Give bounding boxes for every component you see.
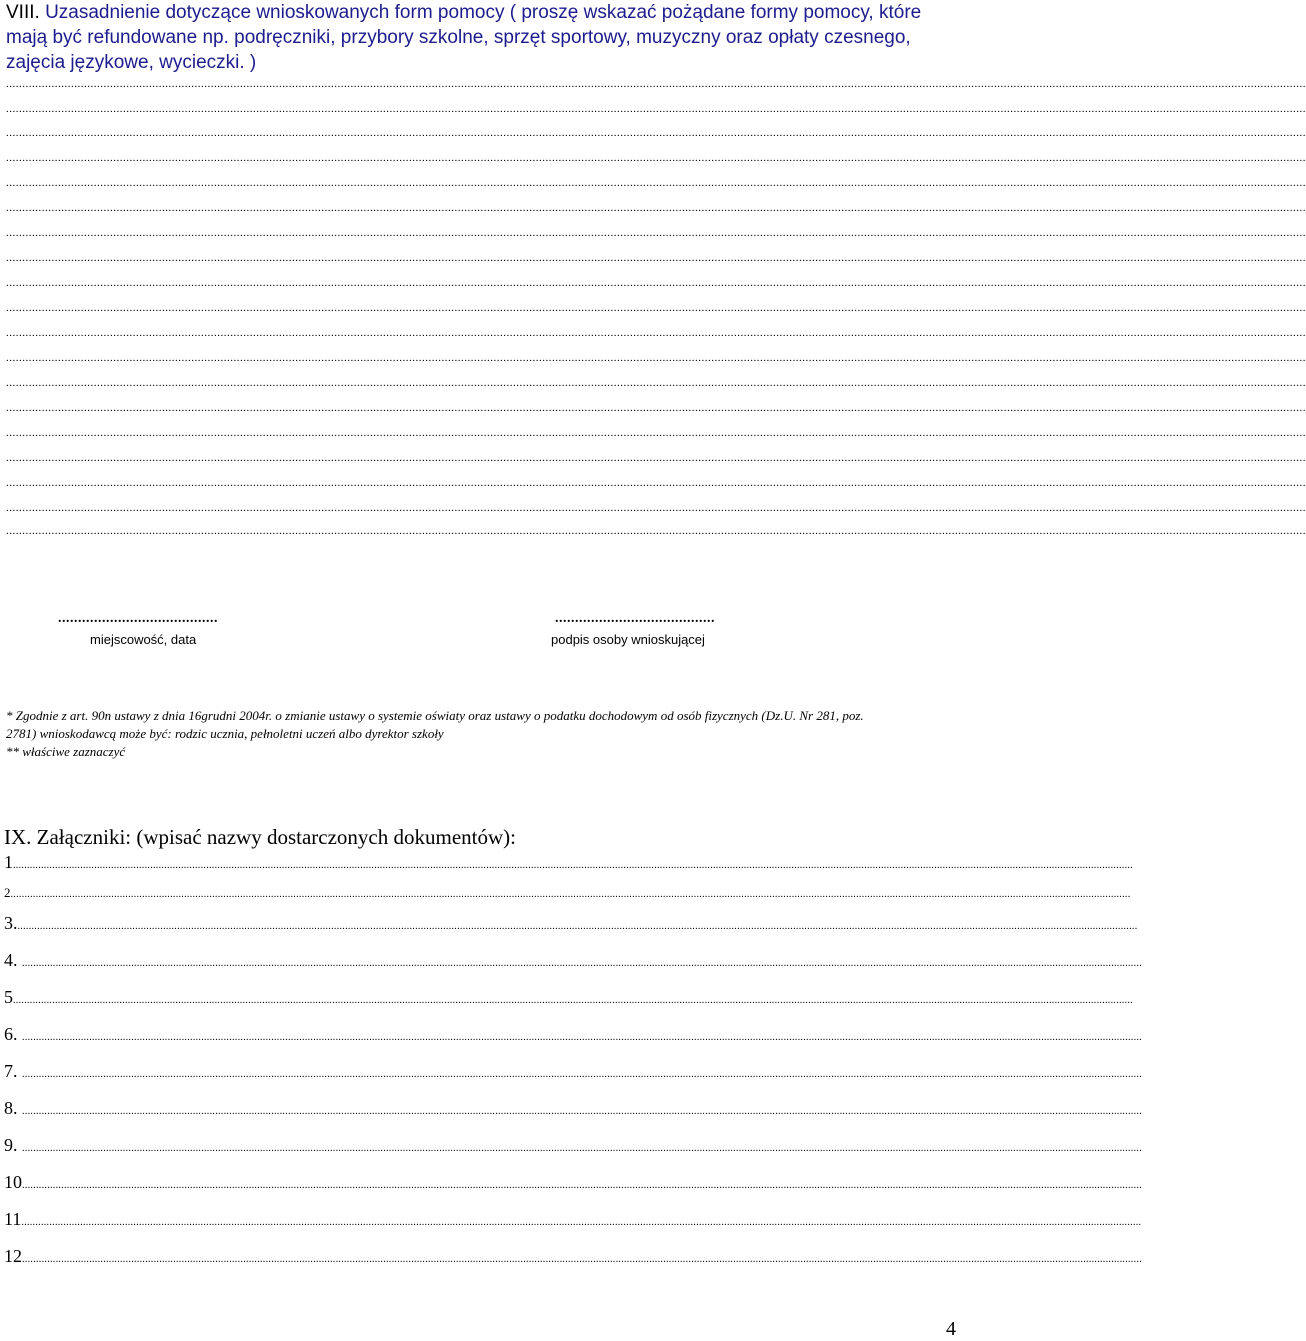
attachment-field[interactable]: ................................................................................................................................................................................................................................................................................................................................................................................................................ <box>21 1217 1142 1228</box>
attachment-number: 10 <box>4 1172 22 1192</box>
attachment-number: 5 <box>4 987 13 1007</box>
dotted-line[interactable]: ................................................................................................................................................................................................................................................................................................................................................................................................................ <box>6 202 1306 214</box>
attachment-row[interactable] <box>4 987 1133 1008</box>
dotted-line[interactable]: ................................................................................................................................................................................................................................................................................................................................................................................................................ <box>6 427 1306 439</box>
dotted-line[interactable]: ................................................................................................................................................................................................................................................................................................................................................................................................................ <box>6 78 1306 90</box>
section-8-text: Uzasadnienie dotyczące wnioskowanych form pomocy ( proszę wskazać pożądane formy pomocy, które mają być refundowane np. podręczniki, przybory szkolne, sprzęt sportowy, muzyczny oraz opłaty czesnego, zajęcia językowe, wycieczki. ) <box>6 2 922 73</box>
attachment-number: 7. <box>4 1061 22 1081</box>
attachment-field[interactable]: ................................................................................................................................................................................................................................................................................................................................................................................................................ <box>22 958 1142 969</box>
page-number: 4 <box>946 1318 956 1340</box>
attachment-row[interactable] <box>4 1098 1142 1119</box>
attachment-field[interactable]: ................................................................................................................................................................................................................................................................................................................................................................................................................ <box>17 921 1138 932</box>
dotted-line[interactable]: ................................................................................................................................................................................................................................................................................................................................................................................................................ <box>6 452 1306 464</box>
attachment-number: 8. <box>4 1098 22 1118</box>
dotted-line[interactable]: ................................................................................................................................................................................................................................................................................................................................................................................................................ <box>6 352 1306 364</box>
attachment-field[interactable]: ................................................................................................................................................................................................................................................................................................................................................................................................................ <box>10 889 1131 900</box>
dotted-line[interactable]: ................................................................................................................................................................................................................................................................................................................................................................................................................ <box>6 302 1306 314</box>
attachment-number: 1 <box>4 852 13 872</box>
attachment-row[interactable] <box>4 1246 1142 1267</box>
attachment-row[interactable] <box>4 1024 1142 1045</box>
attachment-row[interactable] <box>4 885 1131 901</box>
attachment-field[interactable]: ................................................................................................................................................................................................................................................................................................................................................................................................................ <box>22 1254 1142 1265</box>
dotted-line[interactable]: ................................................................................................................................................................................................................................................................................................................................................................................................................ <box>6 502 1306 514</box>
dotted-line[interactable]: ................................................................................................................................................................................................................................................................................................................................................................................................................ <box>6 377 1306 389</box>
dotted-line[interactable]: ................................................................................................................................................................................................................................................................................................................................................................................................................ <box>6 227 1306 239</box>
attachment-row[interactable] <box>4 1172 1142 1193</box>
attachment-number: 12 <box>4 1246 22 1266</box>
dotted-line[interactable]: ................................................................................................................................................................................................................................................................................................................................................................................................................ <box>6 252 1306 264</box>
dotted-line[interactable]: ................................................................................................................................................................................................................................................................................................................................................................................................................ <box>6 277 1306 289</box>
place-date-label: miejscowość, data <box>90 632 197 647</box>
footnote-3: ** właściwe zaznaczyć <box>6 744 126 759</box>
place-date-field[interactable]: ........................................ <box>58 611 218 626</box>
signature-label: podpis osoby wnioskującej <box>551 632 705 647</box>
attachment-field[interactable]: ................................................................................................................................................................................................................................................................................................................................................................................................................ <box>13 860 1133 871</box>
footnote-1: * Zgodnie z art. 90n ustawy z dnia 16grudni 2004r. o zmianie ustawy o systemie oświaty oraz ustawy o podatku dochodowym od osób fizycznych (Dz.U. Nr 281, poz. <box>6 708 864 723</box>
attachment-field[interactable]: ................................................................................................................................................................................................................................................................................................................................................................................................................ <box>22 1106 1142 1117</box>
attachment-row[interactable] <box>4 1135 1142 1156</box>
attachment-number: 9. <box>4 1135 22 1155</box>
attachment-number: 4. <box>4 950 22 970</box>
dotted-line[interactable]: ................................................................................................................................................................................................................................................................................................................................................................................................................ <box>6 327 1306 339</box>
attachment-row[interactable] <box>4 950 1142 971</box>
attachment-row[interactable] <box>4 913 1138 934</box>
signature-field[interactable]: ........................................ <box>555 611 715 626</box>
attachment-field[interactable]: ................................................................................................................................................................................................................................................................................................................................................................................................................ <box>13 995 1133 1006</box>
dotted-line[interactable]: ................................................................................................................................................................................................................................................................................................................................................................................................................ <box>6 127 1306 139</box>
dotted-line[interactable]: ................................................................................................................................................................................................................................................................................................................................................................................................................ <box>6 177 1306 189</box>
attachment-field[interactable]: ................................................................................................................................................................................................................................................................................................................................................................................................................ <box>22 1069 1142 1080</box>
attachment-number: 2 <box>4 885 11 900</box>
dotted-line[interactable]: ................................................................................................................................................................................................................................................................................................................................................................................................................ <box>6 152 1306 164</box>
section-9-title: IX. Załączniki: (wpisać nazwy dostarczonych dokumentów): <box>4 825 516 849</box>
footnote-2: 2781) wnioskodawcą może być: rodzic ucznia, pełnoletni uczeń albo dyrektor szkoły <box>6 726 444 741</box>
section-8-heading <box>6 0 956 75</box>
attachment-row[interactable] <box>4 1061 1142 1082</box>
dotted-line[interactable]: ................................................................................................................................................................................................................................................................................................................................................................................................................ <box>6 402 1306 414</box>
attachment-row[interactable] <box>4 852 1133 873</box>
section-8-number: VIII. <box>6 2 40 23</box>
attachment-number: 3. <box>4 913 18 933</box>
dotted-line[interactable]: ................................................................................................................................................................................................................................................................................................................................................................................................................ <box>6 103 1306 115</box>
attachment-field[interactable]: ................................................................................................................................................................................................................................................................................................................................................................................................................ <box>22 1143 1142 1154</box>
dotted-line[interactable]: ................................................................................................................................................................................................................................................................................................................................................................................................................ <box>6 477 1306 489</box>
attachment-number: 11 <box>4 1209 22 1229</box>
dotted-line[interactable]: ................................................................................................................................................................................................................................................................................................................................................................................................................ <box>6 525 1306 537</box>
attachment-number: 6. <box>4 1024 22 1044</box>
attachment-row[interactable] <box>4 1209 1142 1230</box>
attachment-field[interactable]: ................................................................................................................................................................................................................................................................................................................................................................................................................ <box>22 1180 1142 1191</box>
attachment-field[interactable]: ................................................................................................................................................................................................................................................................................................................................................................................................................ <box>22 1032 1142 1043</box>
